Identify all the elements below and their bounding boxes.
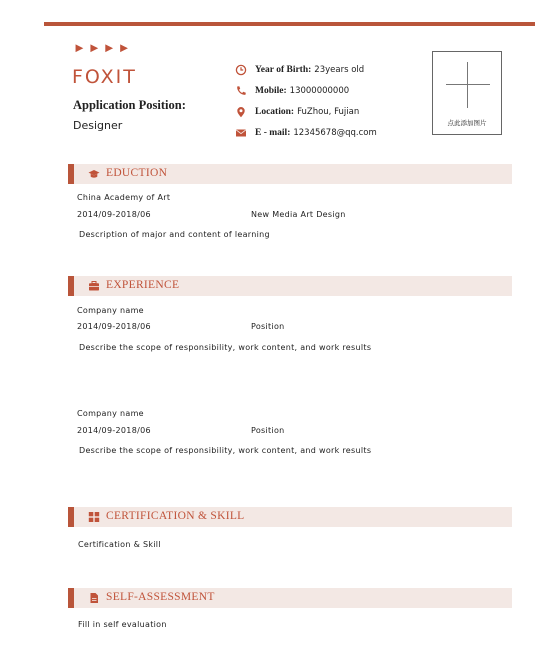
experience-description: Describe the scope of responsibility, work content, and work results	[79, 446, 372, 455]
email-value: 12345678@qq.com	[293, 128, 377, 138]
certification-text: Certification & Skill	[78, 540, 161, 549]
education-period: 2014/09-2018/06	[77, 210, 151, 219]
experience-position: Position	[251, 322, 285, 331]
education-description: Description of major and content of learning	[79, 230, 270, 239]
section-title-education: EDUCTION	[106, 167, 168, 179]
section-header-self-assessment	[68, 588, 512, 608]
self-assessment-text: Fill in self evaluation	[78, 620, 167, 629]
application-position-label: Application Position:	[73, 98, 186, 112]
experience-period: 2014/09-2018/06	[77, 322, 151, 331]
location-value: FuZhou, Fujian	[297, 107, 360, 117]
application-position-value: Designer	[73, 119, 123, 132]
envelope-icon	[235, 127, 247, 139]
section-marker	[68, 164, 74, 184]
birth-label: Year of Birth:	[255, 65, 312, 75]
info-email	[235, 127, 377, 139]
location-label: Location:	[255, 107, 295, 117]
graduation-cap-icon	[88, 169, 100, 179]
photo-caption: 点此添加图片	[447, 119, 487, 127]
mobile-value: 13000000000	[289, 86, 350, 96]
section-marker	[68, 507, 74, 527]
section-header-education	[68, 164, 512, 184]
top-accent-bar	[44, 22, 535, 26]
education-major: New Media Art Design	[251, 210, 346, 219]
photo-plus-horizontal	[446, 84, 490, 85]
birth-value: 23years old	[314, 65, 365, 75]
grid-icon	[88, 512, 100, 522]
section-title-experience: EXPERIENCE	[106, 279, 180, 291]
info-location	[235, 106, 359, 118]
photo-plus-vertical	[467, 62, 468, 108]
info-birth	[235, 64, 364, 76]
email-label: E - mail:	[255, 128, 291, 138]
section-title-certification: CERTIFICATION & SKILL	[106, 510, 245, 522]
mobile-label: Mobile:	[255, 86, 287, 96]
education-school: China Academy of Art	[77, 193, 171, 202]
briefcase-icon	[88, 281, 100, 291]
decorative-arrows: ►►►►	[73, 40, 133, 55]
photo-placeholder[interactable]	[432, 51, 502, 135]
location-pin-icon	[235, 106, 247, 118]
document-icon	[88, 593, 100, 603]
experience-period: 2014/09-2018/06	[77, 426, 151, 435]
section-header-certification	[68, 507, 512, 527]
section-title-self-assessment: SELF-ASSESSMENT	[106, 591, 215, 603]
section-marker	[68, 276, 74, 296]
section-marker	[68, 588, 74, 608]
experience-company: Company name	[77, 409, 144, 418]
experience-company: Company name	[77, 306, 144, 315]
experience-position: Position	[251, 426, 285, 435]
experience-description: Describe the scope of responsibility, work content, and work results	[79, 343, 372, 352]
info-mobile	[235, 85, 349, 97]
phone-icon	[235, 85, 247, 97]
clock-icon	[235, 64, 247, 76]
section-header-experience	[68, 276, 512, 296]
candidate-name: FOXIT	[72, 66, 137, 88]
